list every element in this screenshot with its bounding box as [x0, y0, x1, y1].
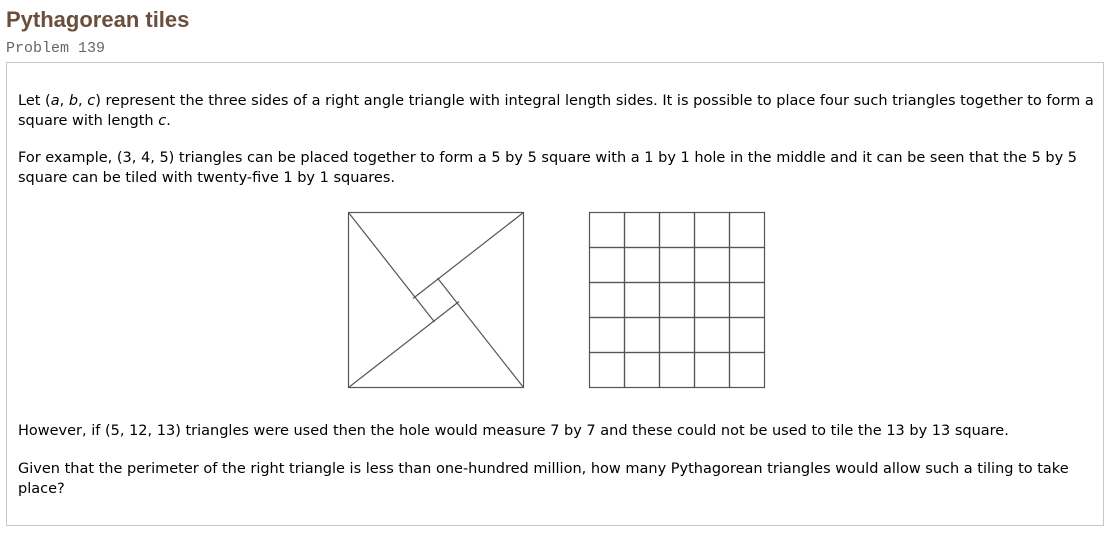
- triangle-edge-3: [438, 278, 524, 388]
- grid-cell: [625, 248, 660, 283]
- paragraph-intro: Let (a, b, c) represent the three sides of a right angle triangle with integral length sides. It is possible to place four such triangles together to form a square with length c.: [18, 93, 1094, 129]
- grid-cell: [590, 283, 625, 318]
- unit-square-grid-figure: [588, 211, 768, 391]
- grid-cell: [695, 248, 730, 283]
- triangle-edge-2: [413, 213, 524, 299]
- triangle-edge-1: [349, 213, 435, 323]
- paragraph-counterexample: However, if (5, 12, 13) triangles were used then the hole would measure 7 by 7 and these could not be used to tile the 13 by 13 square.: [18, 423, 1009, 439]
- grid-cell: [695, 318, 730, 353]
- grid-cell: [730, 213, 765, 248]
- grid-cell: [590, 213, 625, 248]
- grid-cell: [660, 213, 695, 248]
- pythagorean-tiling-figure: [347, 211, 527, 391]
- grid-cell: [625, 353, 660, 388]
- grid-cell: [660, 318, 695, 353]
- grid-cell: [590, 248, 625, 283]
- paragraph-question: Given that the perimeter of the right triangle is less than one-hundred million, how many Pythagorean triangles would allow such a tiling to take place?: [18, 461, 1069, 497]
- outer-square: [349, 213, 524, 388]
- grid-cell: [590, 318, 625, 353]
- grid-cell: [695, 353, 730, 388]
- grid-cell: [730, 318, 765, 353]
- grid-cell: [660, 283, 695, 318]
- grid-cell: [590, 353, 625, 388]
- var-c-2: c: [158, 113, 167, 129]
- grid-cell: [695, 283, 730, 318]
- grid-cell: [730, 283, 765, 318]
- grid-cell: [625, 318, 660, 353]
- grid-cell: [695, 213, 730, 248]
- problem-title: Pythagorean tiles: [6, 7, 190, 32]
- triangle-edge-4: [349, 302, 460, 388]
- paragraph-example: For example, (3, 4, 5) triangles can be placed together to form a 5 by 5 square with a 1 by 1 hole in the middle and it can be seen that the 5 by 5 square can be tiled with twenty-five 1 by 1 squares.: [18, 150, 1078, 186]
- grid-cell: [730, 353, 765, 388]
- problem-number: Problem 139: [6, 40, 106, 57]
- grid-cell: [660, 248, 695, 283]
- grid-cell: [625, 213, 660, 248]
- problem-content: [6, 62, 1104, 526]
- grid-cell: [730, 248, 765, 283]
- var-b: b: [68, 93, 79, 109]
- grid-cell: [625, 283, 660, 318]
- grid-cell: [660, 353, 695, 388]
- var-a: a: [50, 93, 60, 109]
- var-c: c: [87, 93, 96, 109]
